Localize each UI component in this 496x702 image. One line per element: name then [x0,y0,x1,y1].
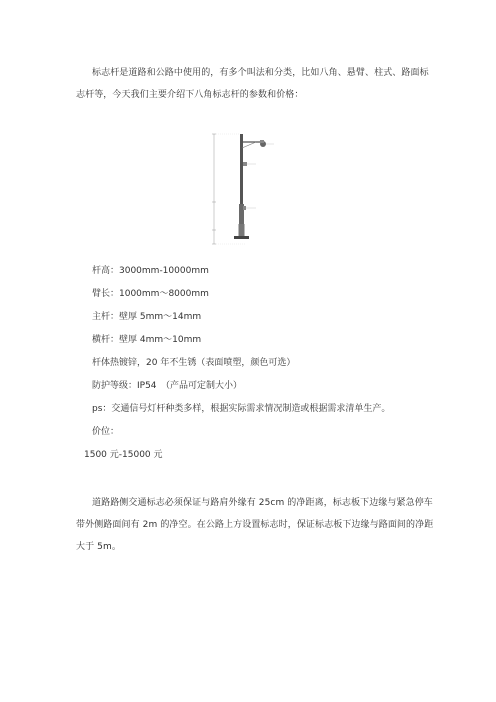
closing-paragraph: 道路路侧交通标志必须保证与路肩外缘有 25cm 的净距离，标志板下边缘与紧急停车带外侧路面间有 2m 的净空。在公路上方设置标志时，保证标志板下边缘与路面间的净距大于 5m。 [76,498,434,552]
price-value: 1500 元-15000 元 [84,450,163,460]
spec-ps-note: ps：交通信号灯杆种类多样，根据实际需求情况制造或根据需求清单生产。 [92,404,391,414]
spec-main-pole: 主杆：壁厚 5mm～14mm [92,312,202,322]
spec-arm-length: 臂长：1000mm～8000mm [92,289,209,299]
spec-pole-height: 杆高：3000mm-10000mm [92,266,209,276]
pole-drawing [196,126,292,250]
pole-diagram [196,126,292,250]
intro-paragraph: 标志杆是道路和公路中使用的，有多个叫法和分类，比如八角、悬臂、柱式、路面标志杆等，今天我们主要介绍下八角标志杆的参数和价格： [76,68,429,100]
spec-galvanizing: 杆体热镀锌，20 年不生锈（表面喷塑，颜色可选） [92,358,296,368]
spec-cross-arm: 横杆：壁厚 4mm～10mm [92,335,202,345]
spec-protection: 防护等级：IP54 （产品可定制大小） [92,381,243,391]
price-label: 价位： [92,427,120,437]
